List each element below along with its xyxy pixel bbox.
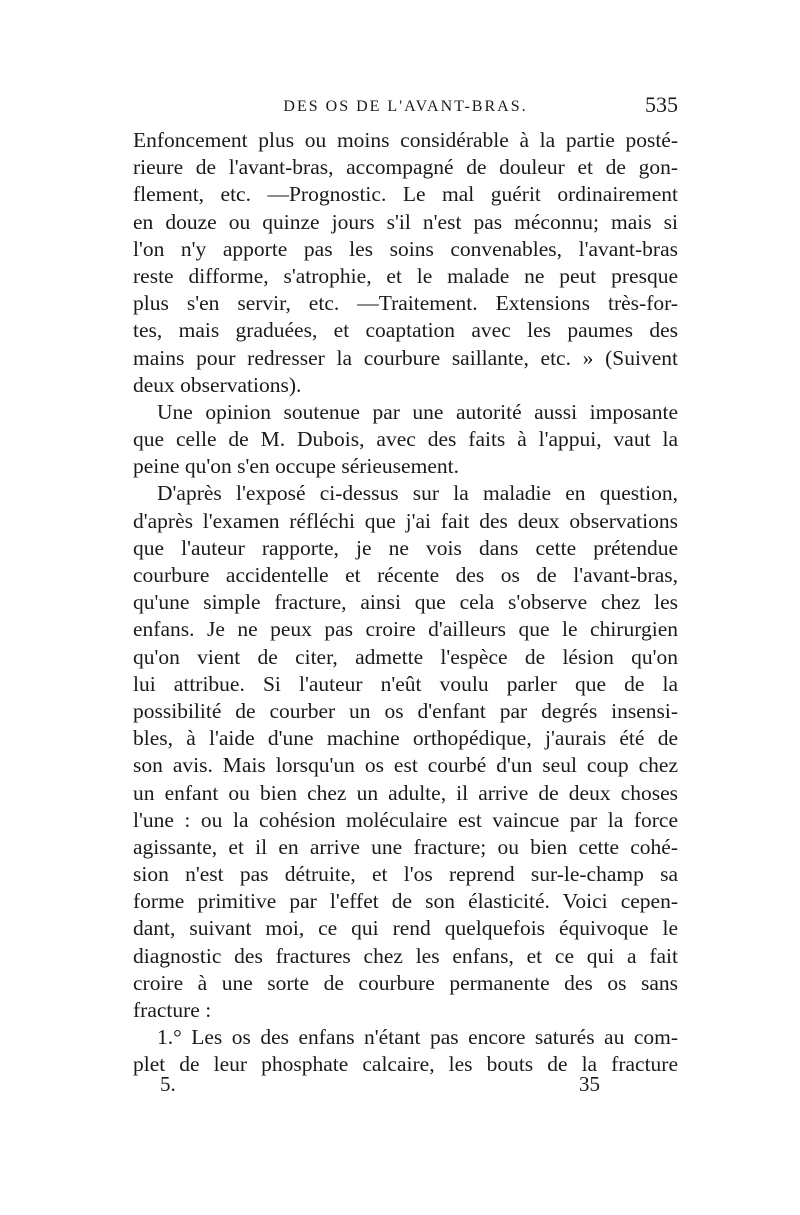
- text-line: que celle de M. Dubois, avec des faits à l'appui, vaut la: [133, 427, 678, 452]
- text-line: Une opinion soutenue par une autorité aussi imposante: [157, 399, 678, 424]
- text-line: courbure accidentelle et récente des os de l'avant-bras,: [133, 563, 678, 587]
- text-line: rieure de l'avant-bras, accompagné de douleur et de gon-: [133, 155, 678, 180]
- text-line: possibilité de courber un os d'enfant par degrés insensi-: [133, 698, 678, 723]
- text-line: lui attribue. Si l'auteur n'eût voulu parler que de la: [133, 671, 678, 696]
- signature-mark: 5.: [160, 1072, 176, 1096]
- text-line: qu'une simple fracture, ainsi que cela s'observe chez les: [133, 590, 678, 615]
- text-line: peine qu'on s'en occupe sérieusement.: [133, 454, 459, 479]
- page-header: [133, 92, 678, 122]
- text-line: son avis. Mais lorsqu'un os est courbé d'un seul coup chez: [133, 753, 678, 778]
- text-line: reste difforme, s'atrophie, et le malade ne peut presque: [133, 263, 678, 288]
- page-number: 535: [645, 92, 678, 117]
- text-line: tes, mais graduées, et coaptation avec les paumes des: [133, 318, 678, 343]
- text-line: un enfant ou bien chez un adulte, il arrive de deux choses: [133, 780, 678, 805]
- body-text: [133, 127, 678, 1079]
- text-line: mains pour redresser la courbure saillante, etc. » (Suivent: [133, 345, 678, 370]
- text-line: croire à une sorte de courbure permanente des os sans: [133, 970, 678, 995]
- text-line: fracture :: [133, 998, 212, 1022]
- text-line: sion n'est pas détruite, et l'os reprend sur-le-champ sa: [133, 862, 678, 887]
- text-line: en douze ou quinze jours s'il n'est pas méconnu; mais si: [133, 209, 678, 234]
- text-line: forme primitive par l'effet de son élasticité. Voici cepen-: [133, 889, 678, 914]
- text-line: d'après l'examen réfléchi que j'ai fait des deux observations: [133, 508, 678, 533]
- text-line: D'après l'exposé ci-dessus sur la maladie en question,: [157, 481, 678, 506]
- text-line: deux observations).: [133, 372, 302, 397]
- text-line: enfans. Je ne peux pas croire d'ailleurs que le chirurgien: [133, 617, 678, 642]
- text-line: qu'on vient de citer, admette l'espèce de lésion qu'on: [133, 644, 678, 669]
- text-line: flement, etc. —Prognostic. Le mal guérit ordinairement: [133, 182, 678, 207]
- text-line: agissante, et il en arrive une fracture; ou bien cette cohé-: [133, 834, 678, 859]
- text-line: dant, suivant moi, ce qui rend quelquefois équivoque le: [133, 916, 678, 941]
- text-line: 1.° Les os des enfans n'étant pas encore saturés au com-: [157, 1025, 678, 1050]
- text-line: plet de leur phosphate calcaire, les bouts de la fracture: [133, 1052, 678, 1077]
- text-line: diagnostic des fractures chez les enfans, et ce qui a fait: [133, 943, 678, 968]
- page-footer: [160, 1072, 600, 1102]
- text-line: plus s'en servir, etc. —Traitement. Extensions très-for-: [133, 291, 678, 316]
- running-head: DES OS DE L'AVANT-BRAS.: [283, 98, 528, 115]
- text-line: l'on n'y apporte pas les soins convenables, l'avant-bras: [133, 236, 678, 261]
- text-line: que l'auteur rapporte, je ne vois dans cette prétendue: [133, 535, 678, 560]
- text-line: l'une : ou la cohésion moléculaire est vaincue par la force: [133, 807, 678, 832]
- text-line: bles, à l'aide d'une machine orthopédique, j'aurais été de: [133, 726, 678, 751]
- sheet-number: 35: [579, 1072, 600, 1096]
- text-line: Enfoncement plus ou moins considérable à la partie posté-: [133, 128, 678, 152]
